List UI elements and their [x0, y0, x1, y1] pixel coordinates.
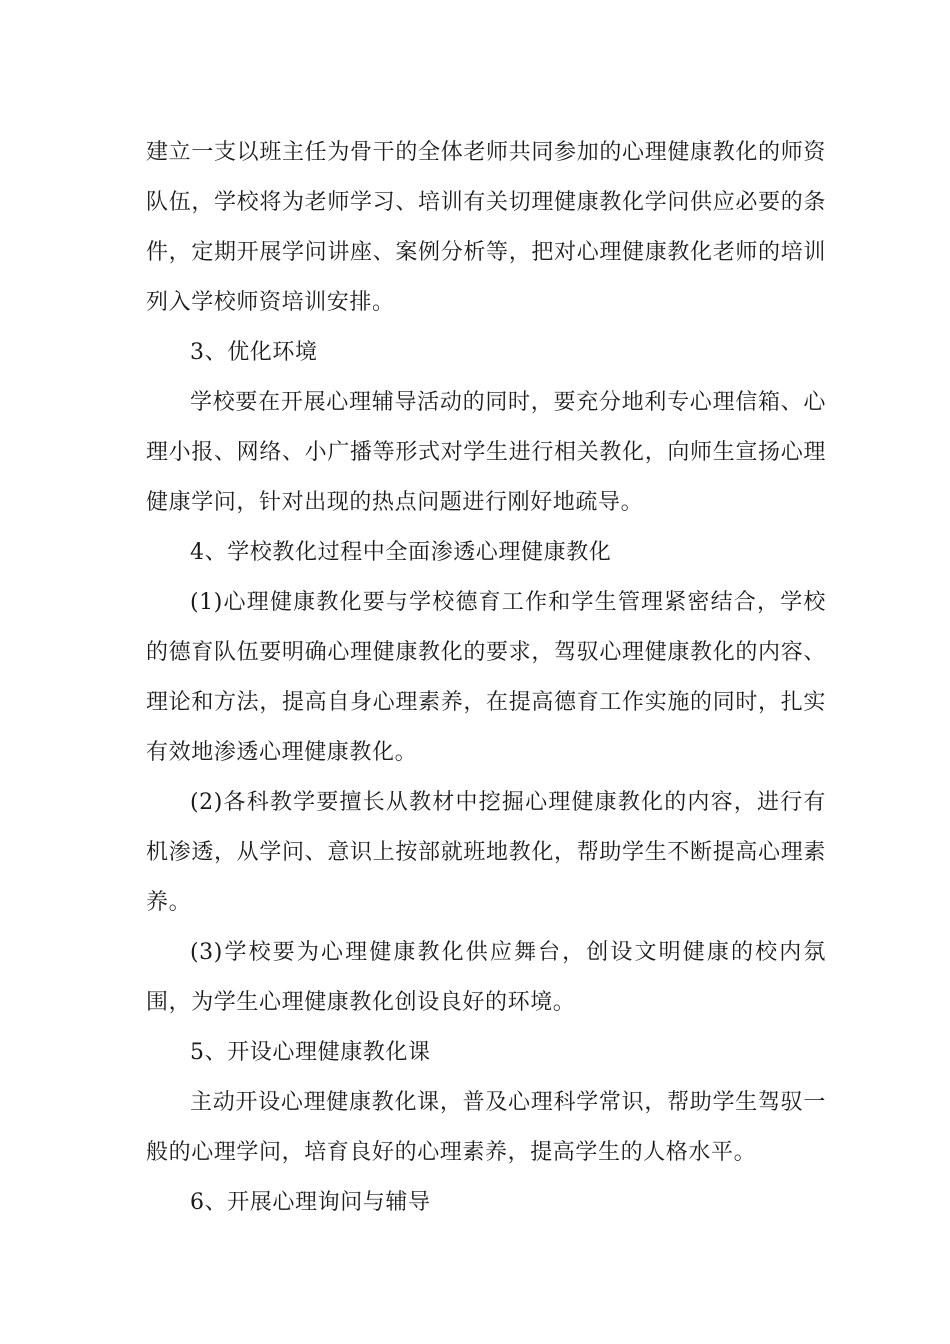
paragraph-teacher-training: 建立一支以班主任为骨干的全体老师共同参加的心理健康教化的师资队伍，学校将为老师学习、培训有关切理健康教化学问供应必要的条件，定期开展学问讲座、案例分析等，把对心理健康教化老师的培训列入学校师资培训安排。	[146, 140, 826, 315]
paragraph-course: 主动开设心理健康教化课，普及心理科学常识，帮助学生驾驭一般的心理学问，培育良好的心理素养，提高学生的人格水平。	[146, 1090, 826, 1165]
heading-school-education-process: 4、学校教化过程中全面渗透心理健康教化	[190, 540, 612, 565]
heading-counseling: 6、开展心理询问与辅导	[190, 1190, 431, 1215]
paragraph-moral-education: (1)心理健康教化要与学校德育工作和学生管理紧密结合，学校的德育队伍要明确心理健康教化的要求，驾驭心理健康教化的内容、理论和方法，提高自身心理素养，在提高德育工作实施的同时，扎实有效地渗透心理健康教化。	[146, 590, 826, 765]
paragraph-environment: 学校要在开展心理辅导活动的同时，要充分地利专心理信箱、心理小报、网络、小广播等形式对学生进行相关教化，向师生宣扬心理健康学问，针对出现的热点问题进行刚好地疏导。	[146, 390, 826, 515]
heading-mental-health-course: 5、开设心理健康教化课	[190, 1040, 431, 1065]
document-body	[146, 128, 826, 1228]
paragraph-subject-teaching: (2)各科教学要擅长从教材中挖掘心理健康教化的内容，进行有机渗透，从学问、意识上按部就班地教化，帮助学生不断提高心理素养。	[146, 790, 826, 915]
paragraph-campus-atmosphere: (3)学校要为心理健康教化供应舞台，创设文明健康的校内氛围，为学生心理健康教化创设良好的环境。	[146, 940, 826, 1015]
heading-optimize-environment: 3、优化环境	[190, 340, 318, 365]
